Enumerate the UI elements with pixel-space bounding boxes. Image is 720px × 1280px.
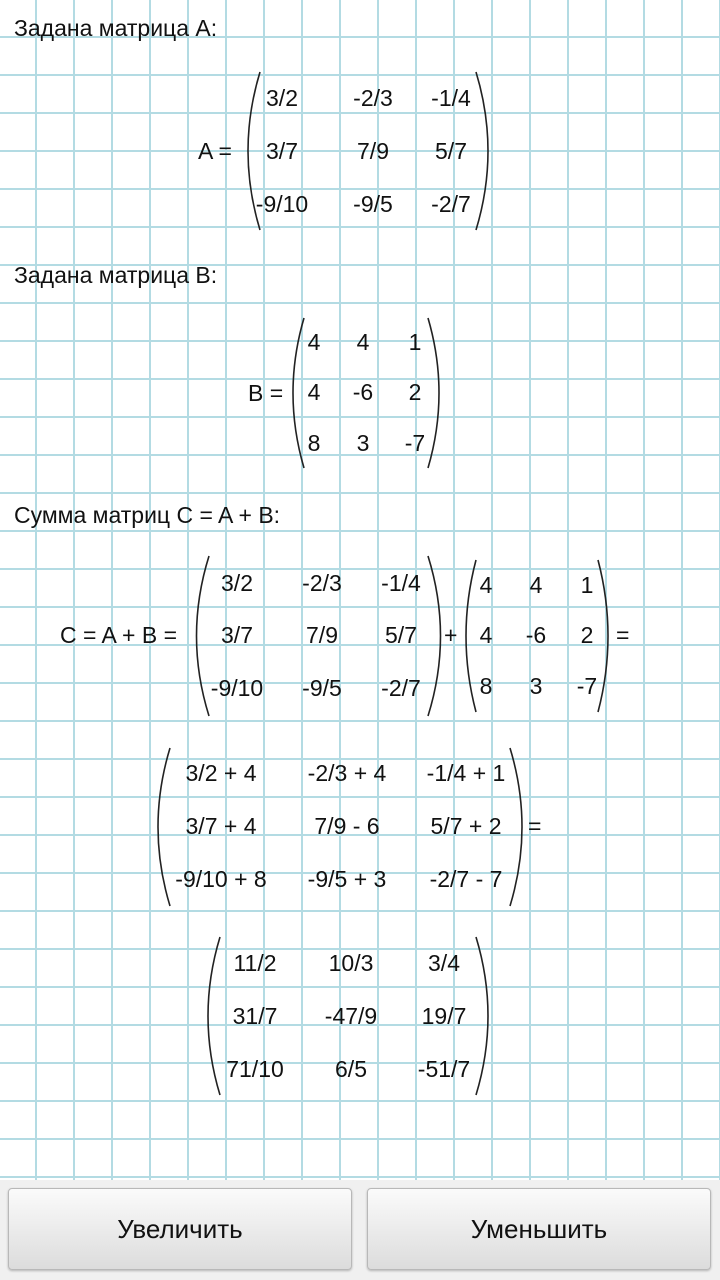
matrix-cell: 3/7 + 4 xyxy=(185,813,257,839)
matrix-cell: 4 xyxy=(529,572,543,598)
matrix-cell: 7/9 xyxy=(306,622,338,648)
matrix-cell: 4 xyxy=(479,572,493,598)
matrix-cell: 5/7 xyxy=(385,622,417,648)
matrix-cell: -9/5 xyxy=(353,191,393,217)
matrix-cell: 5/7 xyxy=(435,138,467,164)
paren-res-left xyxy=(208,937,220,1095)
paren-a-right xyxy=(476,72,488,230)
matrix-sum-heading: Сумма матриц C = A + B: xyxy=(14,502,281,528)
matrix-cell: 4 xyxy=(307,329,321,355)
paren-c1-left xyxy=(197,556,210,716)
matrix-cell: 4 xyxy=(356,329,370,355)
matrix-cell: 3 xyxy=(529,673,543,699)
matrix-cell: -1/4 xyxy=(381,570,421,596)
matrix-cell: 4 xyxy=(479,622,493,648)
matrix-cell: -2/7 xyxy=(431,191,471,217)
matrix-cell: -7 xyxy=(576,673,598,699)
matrix-cell: -2/3 xyxy=(353,85,393,111)
matrix-cell: 7/9 - 6 xyxy=(314,813,380,839)
matrix-cell: -9/5 xyxy=(302,675,342,701)
matrix-cell: -1/4 xyxy=(431,85,471,111)
matrix-cell: -9/10 xyxy=(255,191,309,217)
paren-c2-left xyxy=(466,560,476,712)
matrix-cell: -6 xyxy=(352,379,374,405)
matrix-cell: 19/7 xyxy=(421,1003,467,1029)
matrix-cell: 2 xyxy=(408,379,422,405)
matrix-b-label: B = xyxy=(248,380,284,406)
matrix-cell: 1 xyxy=(580,572,594,598)
matrix-cell: 11/2 xyxy=(233,950,277,976)
increase-button[interactable]: Увеличить xyxy=(8,1188,352,1270)
matrix-cell: -51/7 xyxy=(417,1056,471,1082)
paren-res-right xyxy=(476,937,488,1095)
sum-label: C = A + B = xyxy=(60,622,177,648)
equals-sign-2: = xyxy=(528,813,542,839)
plus-sign: + xyxy=(444,622,458,648)
matrix-cell: -1/4 + 1 xyxy=(426,760,506,786)
matrix-cell: 4 xyxy=(307,379,321,405)
matrix-cell: -47/9 xyxy=(324,1003,378,1029)
paren-b-right xyxy=(428,318,439,468)
matrix-cell: 1 xyxy=(408,329,422,355)
matrix-b-heading: Задана матрица B: xyxy=(14,262,218,288)
decrease-button[interactable]: Уменьшить xyxy=(367,1188,711,1270)
matrix-cell: -6 xyxy=(525,622,547,648)
paren-b-left xyxy=(293,318,304,468)
matrix-a-heading: Задана матрица A: xyxy=(14,15,218,41)
matrix-cell: 10/3 xyxy=(328,950,374,976)
matrix-cell: -9/10 + 8 xyxy=(175,866,267,892)
paren-exp-right xyxy=(510,748,522,906)
matrix-cell: 6/5 xyxy=(335,1056,367,1082)
matrix-cell: -2/3 xyxy=(302,570,342,596)
matrix-cell: 3 xyxy=(356,430,370,456)
matrix-cell: -2/3 + 4 xyxy=(307,760,387,786)
matrix-cell: 8 xyxy=(307,430,321,456)
matrix-cell: 3/2 + 4 xyxy=(185,760,257,786)
matrix-cell: 3/2 xyxy=(221,570,253,596)
matrix-cell: -2/7 - 7 xyxy=(429,866,503,892)
matrix-cell: 2 xyxy=(580,622,594,648)
matrix-cell: -2/7 xyxy=(381,675,421,701)
matrix-cell: -9/5 + 3 xyxy=(307,866,387,892)
matrix-cell: 8 xyxy=(479,673,493,699)
matrix-a-label: A = xyxy=(198,138,232,164)
matrix-cell: 31/7 xyxy=(232,1003,278,1029)
matrix-cell: -9/10 xyxy=(210,675,264,701)
matrix-cell: 3/7 xyxy=(266,138,298,164)
paren-c1-right xyxy=(428,556,441,716)
paren-exp-left xyxy=(158,748,170,906)
equals-sign-1: = xyxy=(616,622,630,648)
matrix-cell: 3/4 xyxy=(428,950,460,976)
matrix-cell: 7/9 xyxy=(357,138,389,164)
bottom-button-bar xyxy=(0,1180,720,1280)
matrix-cell: -7 xyxy=(404,430,426,456)
matrix-cell: 3/7 xyxy=(221,622,253,648)
matrix-cell: 3/2 xyxy=(266,85,298,111)
matrix-cell: 71/10 xyxy=(226,1056,284,1082)
matrix-cell: 5/7 + 2 xyxy=(430,813,502,839)
paren-c2-right xyxy=(598,560,608,712)
